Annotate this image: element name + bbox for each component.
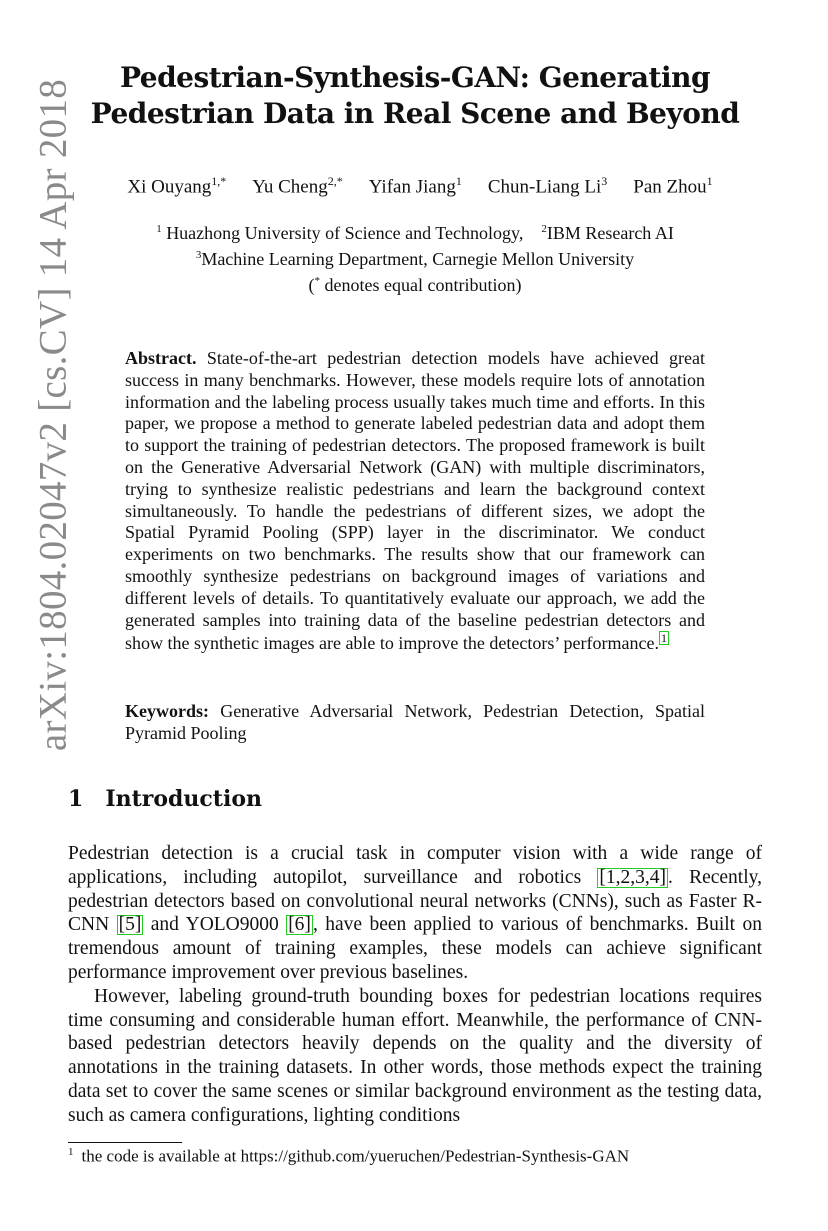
citation-link[interactable]: [5]: [118, 914, 142, 936]
arxiv-sidebar: [28, 60, 78, 770]
abstract-label: Abstract.: [125, 348, 197, 368]
paragraph-text: , have been applied to various of benchmarks. Built on tremendous amount of training examples, these models can achieve significant performance improvement over previous baselines.: [68, 914, 762, 983]
keywords: [125, 700, 705, 744]
note-text: denotes equal contribution): [320, 275, 522, 295]
affiliation-line-2: [100, 244, 730, 270]
note-mark: *: [314, 275, 321, 287]
author-list: [70, 174, 770, 198]
footnote-divider: [68, 1142, 182, 1143]
affiliation-mark: 1: [156, 223, 162, 235]
section-title: Introduction: [105, 786, 262, 812]
footnote-text: the code is available at https://github.com/yueruchen/Pedestrian-Synthesis-GAN: [81, 1146, 630, 1166]
affiliation-mark: 2: [541, 223, 547, 235]
author-name: Xi Ouyang: [127, 176, 212, 198]
footnote: [68, 1146, 768, 1167]
citation-link[interactable]: [1,2,3,4]: [599, 866, 666, 888]
author-affiliation-mark: 2,*: [327, 174, 343, 188]
affiliation-line-1: [100, 218, 730, 244]
note-paren: (: [308, 275, 315, 295]
author: [369, 174, 462, 198]
author-affiliation-mark: 1,*: [211, 174, 227, 188]
title-line-2: Pedestrian Data in Real Scene and Beyond: [90, 97, 740, 130]
author-affiliation-mark: 3: [601, 174, 608, 188]
author-name: Yifan Jiang: [368, 176, 456, 198]
affiliations: [100, 218, 730, 296]
footnote-link[interactable]: 1: [660, 631, 667, 646]
author-name: Pan Zhou: [633, 176, 707, 198]
author-name: Chun-Liang Li: [487, 176, 602, 198]
author: [127, 174, 226, 198]
introduction-body: [68, 842, 762, 1128]
keywords-label: Keywords:: [125, 701, 209, 721]
author: [488, 174, 607, 198]
paper-title: [90, 60, 740, 132]
section-heading: [68, 786, 262, 812]
paragraph: However, labeling ground-truth bounding boxes for pedestrian locations requires time consuming and considerable human effort. Meanwhile, the performance of CNN-based pedestrian detectors heavily depends on the quality and the diversity of annotations in the training datasets. In other words, those methods expect the training data set to cover the same scenes or similar background environment as the testing data, such as camera configurations, lighting conditions: [68, 985, 762, 1126]
paragraph-text: and YOLO9000: [143, 914, 287, 936]
paragraph-text: Pedestrian detection is a crucial task in computer vision with a wide range of applications, including autopilot, surveillance and robotics: [68, 843, 762, 888]
abstract: [125, 348, 705, 655]
paragraph-text: . Recently, pedestrian detectors based on convolutional neural networks (CNNs), such as Faster R-CNN: [68, 866, 762, 936]
footnote-mark: 1: [68, 1146, 74, 1158]
affiliation-huazhong: Huazhong University of Science and Technology,: [161, 223, 524, 243]
author-name: Yu Cheng: [252, 176, 328, 198]
affiliation-mark: 3: [195, 249, 202, 261]
keywords-text: Generative Adversarial Network, Pedestrian Detection, Spatial Pyramid Pooling: [125, 701, 705, 743]
affiliation-cmu: Machine Learning Department, Carnegie Mellon University: [201, 249, 635, 269]
title-line-1: Pedestrian-Synthesis-GAN: Generating: [119, 61, 711, 94]
paragraph: [68, 842, 762, 985]
author: [633, 174, 712, 198]
arxiv-id-label: arXiv:1804.02047v2 [cs.CV] 14 Apr 2018: [31, 78, 75, 752]
abstract-text: State-of-the-art pedestrian detection models have achieved great success in many benchmarks. However, these models require lots of annotation information and the labeling process usually takes much time and efforts. In this paper, we propose a method to generate labeled pedestrian data and adopt them to support the training of pedestrian detectors. The proposed framework is built on the Generative Adversarial Network (GAN) with multiple discriminators, trying to synthesize realistic pedestrians and learn the background context simultaneously. To handle the pedestrians of different sizes, we adopt the Spatial Pyramid Pooling (SPP) layer in the discriminator. We conduct experiments on two benchmarks. The results show that our framework can smoothly synthesize pedestrians on background images of variations and different levels of details. To quantitatively evaluate our approach, we add the generated samples into training data of the baseline pedestrian detectors and show the synthetic images are able to improve the detectors’ performance.: [125, 348, 705, 654]
affiliation-ibm: IBM Research AI: [546, 223, 674, 243]
author-affiliation-mark: 1: [706, 174, 713, 188]
citation-link[interactable]: [6]: [288, 914, 311, 936]
section-number: 1: [68, 786, 84, 812]
author-affiliation-mark: 1: [455, 174, 462, 188]
equal-contribution-note: [100, 270, 730, 296]
author: [252, 174, 342, 198]
